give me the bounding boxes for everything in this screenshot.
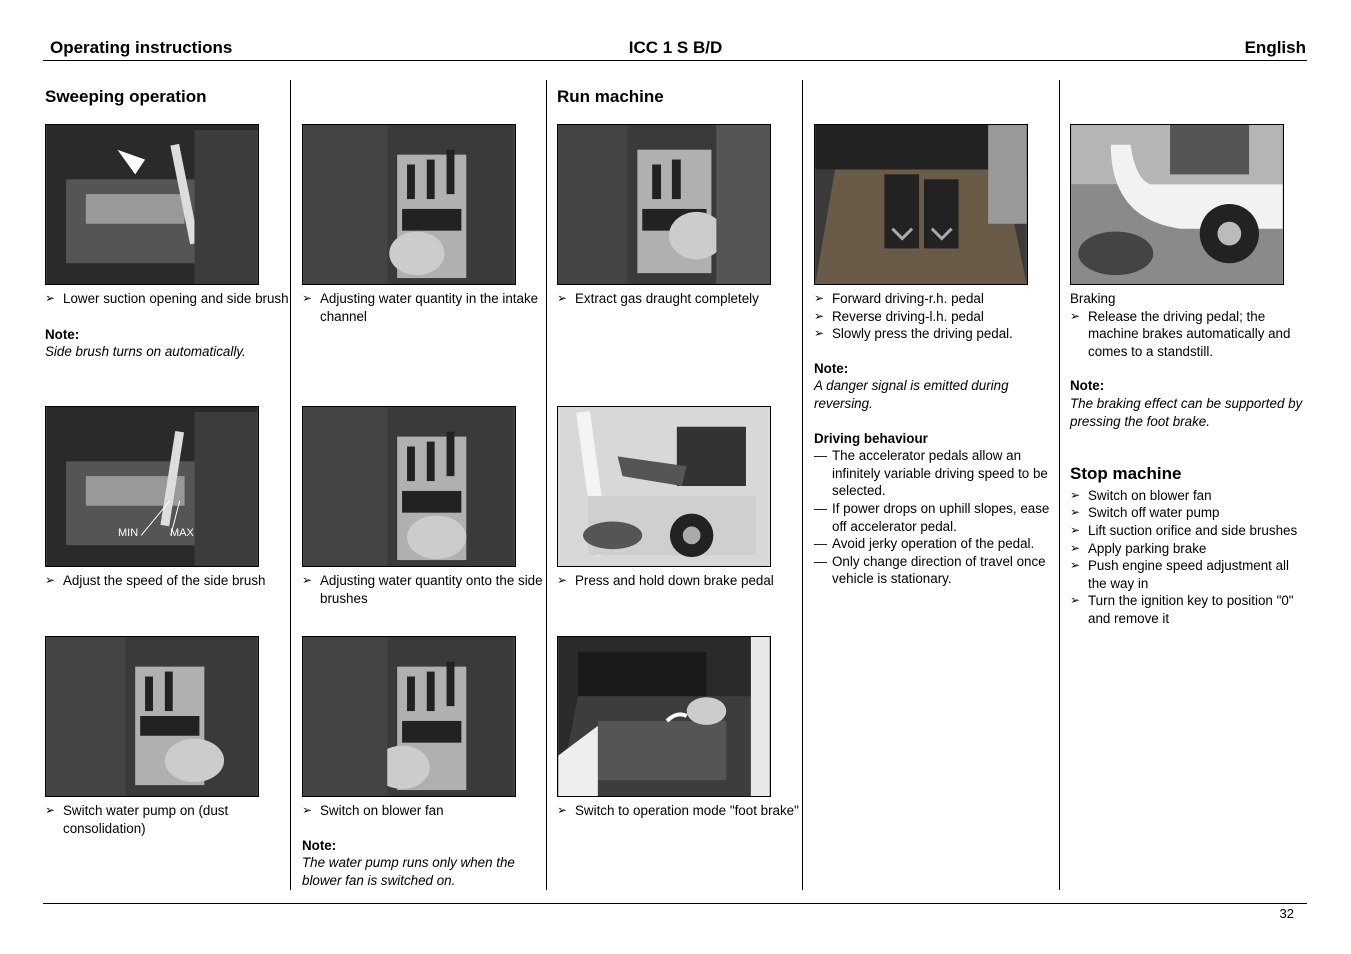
driving-item: — Avoid jerky operation of the pedal.	[814, 535, 1050, 553]
step-item: ➢ Slowly press the driving pedal.	[814, 325, 1050, 343]
step-item: ➢ Reverse driving-l.h. pedal	[814, 308, 1050, 326]
doc-title: Operating instructions	[50, 38, 233, 57]
step-block	[45, 124, 291, 361]
step-block	[557, 636, 803, 820]
step-block	[45, 636, 291, 837]
step-block	[302, 124, 548, 325]
photo-gas-draught	[557, 124, 771, 285]
step-item: ➢ Lower suction opening and side brush	[45, 290, 291, 308]
section-title-stop: Stop machine	[1070, 464, 1182, 484]
step-block	[1070, 124, 1306, 628]
note-text: A danger signal is emitted during reversing.	[814, 378, 1009, 411]
note-heading: Note:	[302, 837, 337, 853]
photo-water-side-brushes	[302, 406, 516, 567]
note-heading: Note:	[1070, 378, 1105, 394]
section-title: Sweeping operation	[45, 87, 207, 106]
step-item: ➢ Switch to operation mode "foot brake"	[557, 802, 803, 820]
step-list	[814, 290, 1050, 343]
step-item: ➢ Switch water pump on (dust consolidation)	[45, 802, 291, 837]
step-list	[45, 802, 291, 837]
note-text: The braking effect can be supported by pressing the foot brake.	[1070, 395, 1303, 429]
driving-item: — Only change direction of travel once vehicle is stationary.	[814, 553, 1050, 588]
step-item: ➢ Extract gas draught completely	[557, 290, 803, 308]
column-divider	[1059, 80, 1060, 890]
photo-lever-lowering	[45, 124, 259, 285]
step-block	[302, 406, 548, 607]
stop-item: ➢ Switch off water pump	[1070, 504, 1306, 522]
stop-item: ➢ Lift suction orifice and side brushes	[1070, 522, 1306, 540]
stop-item: ➢ Switch on blower fan	[1070, 487, 1306, 505]
photo-label-min: MIN	[118, 527, 139, 539]
stop-item: ➢ Turn the ignition key to position "0" and remove it	[1070, 592, 1306, 627]
step-item: ➢ Press and hold down brake pedal	[557, 572, 803, 590]
stop-list	[1070, 487, 1306, 628]
step-item: ➢ Adjusting water quantity in the intake channel	[302, 290, 548, 325]
step-list	[557, 802, 803, 820]
note-heading: Note:	[814, 360, 849, 376]
step-item: ➢ Adjusting water quantity onto the side brushes	[302, 572, 548, 607]
driving-behaviour-heading: Driving behaviour	[814, 430, 928, 446]
step-list	[45, 290, 291, 308]
header-rule	[43, 60, 1307, 61]
step-block	[302, 636, 548, 889]
step-list	[302, 802, 548, 820]
section-title: Run machine	[557, 87, 664, 106]
photo-machine-braking	[1070, 124, 1284, 285]
photo-label-max: MAX	[170, 527, 194, 539]
step-item: ➢ Release the driving pedal; the machine brakes automatically and comes to a standstill.	[1070, 308, 1306, 361]
photo-driver-seated	[557, 406, 771, 567]
step-item: ➢ Adjust the speed of the side brush	[45, 572, 291, 590]
model-name: ICC 1 S B/D	[628, 38, 723, 57]
step-list	[302, 572, 548, 607]
step-block	[45, 406, 291, 590]
photo-blower-fan-switch	[302, 636, 516, 797]
note-heading: Note:	[45, 326, 80, 342]
photo-water-pump-switch	[45, 636, 259, 797]
braking-caption: Braking	[1070, 291, 1116, 306]
note-text: Side brush turns on automatically.	[45, 344, 246, 360]
photo-foot-brake-mode	[557, 636, 771, 797]
photo-driving-pedals	[814, 124, 1028, 285]
driving-behaviour-list	[814, 447, 1050, 588]
footer-rule	[43, 903, 1307, 904]
photo-brush-speed	[45, 406, 259, 567]
step-list	[557, 572, 803, 590]
step-block	[557, 406, 803, 590]
step-item: ➢ Switch on blower fan	[302, 802, 548, 820]
stop-item: ➢ Apply parking brake	[1070, 540, 1306, 558]
step-list	[557, 290, 803, 308]
step-list	[45, 572, 291, 590]
driving-item: — If power drops on uphill slopes, ease off accelerator pedal.	[814, 500, 1050, 535]
driving-item: — The accelerator pedals allow an infinitely variable driving speed to be selected.	[814, 447, 1050, 500]
step-item: ➢ Forward driving-r.h. pedal	[814, 290, 1050, 308]
page-number: 32	[1279, 906, 1294, 921]
note-text: The water pump runs only when the blower fan is switched on.	[302, 855, 515, 888]
step-block	[557, 124, 803, 308]
step-list	[302, 290, 548, 325]
photo-water-intake-channel	[302, 124, 516, 285]
braking-list	[1070, 308, 1306, 361]
stop-item: ➢ Push engine speed adjustment all the way in	[1070, 557, 1306, 592]
step-block	[814, 124, 1050, 588]
language-label: English	[1244, 38, 1306, 57]
